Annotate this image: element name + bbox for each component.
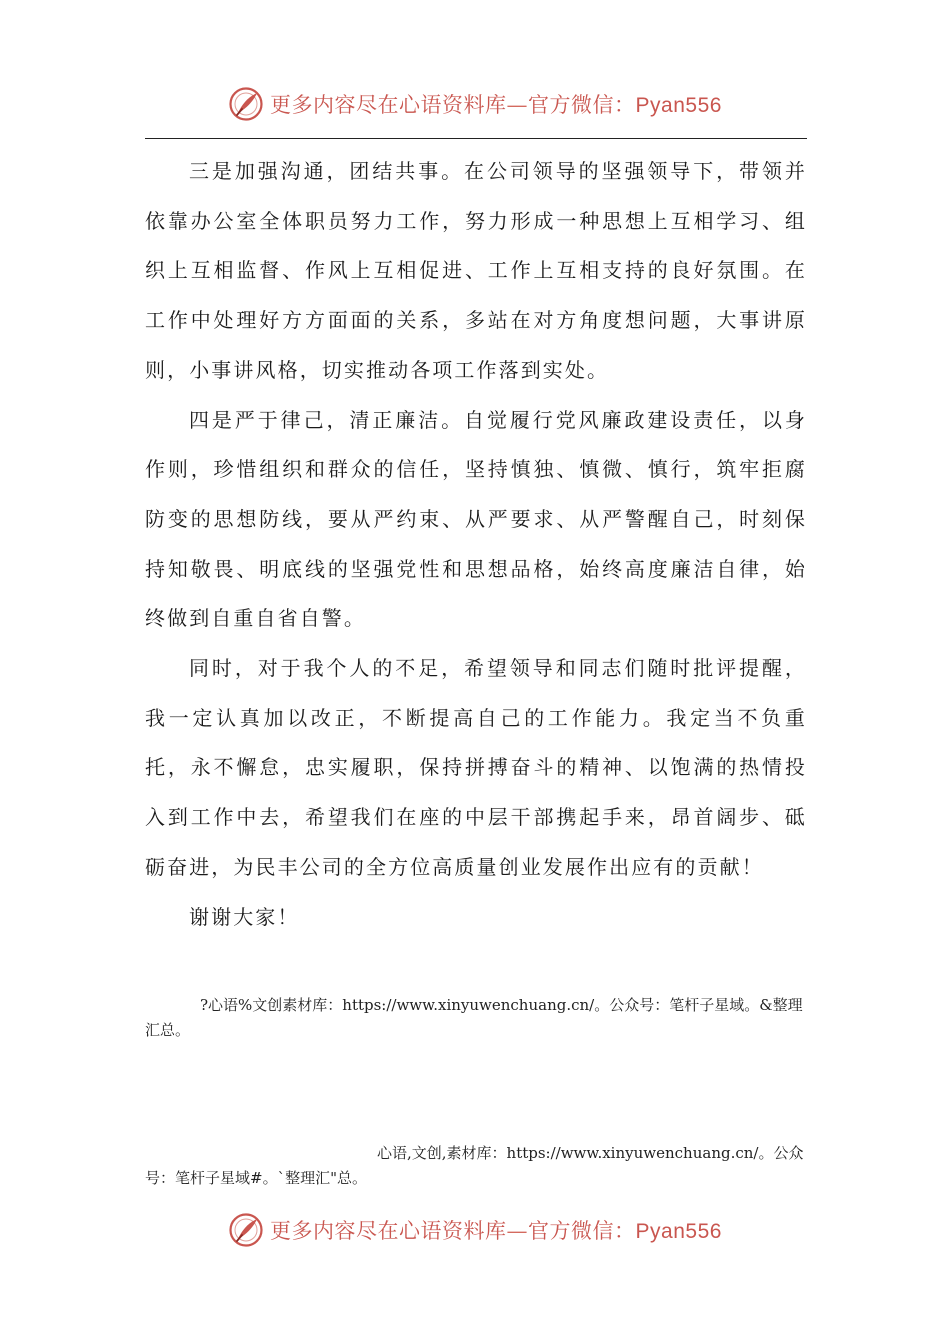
source-note-2: 心语,文创,素材库：https://www.xinyuwenchuang.cn/。公众号：笔杆子星域#。`整理汇"总。 (145, 1144, 804, 1187)
banner-dash: — (506, 1219, 529, 1243)
banner-main-text: 更多内容尽在心语资料库 (270, 1219, 507, 1243)
banner-main-text: 更多内容尽在心语资料库 (270, 93, 507, 117)
banner-official-text: 官方微信： (528, 1219, 636, 1243)
header-divider (145, 138, 807, 139)
banner-wechat-id: Pyan556 (635, 94, 722, 117)
footer-banner-text (270, 1215, 722, 1245)
banner-official-text: 官方微信： (528, 93, 636, 117)
quill-logo-icon (228, 1212, 264, 1248)
paragraph-thanks: 谢谢大家！ (189, 904, 300, 929)
banner-wechat-id: Pyan556 (635, 1220, 722, 1243)
banner-dash: — (506, 93, 529, 117)
paragraph-commitment: 同时，对于我个人的不足，希望领导和同志们随时批评提醒，我一定认真加以改正，不断提高自己的工作能力。我定当不负重托，永不懈怠，忠实履职，保持拼搏奋斗的精神、以饱满的热情投入到工作中去，希望我们在座的中层干部携起手来，昂首阔步、砥砺奋进，为民丰公司的全方位高质量创业发展作出应有的贡献！ (145, 656, 807, 879)
footer-banner (0, 1208, 950, 1252)
header-banner-text (270, 89, 722, 119)
paragraph-self-discipline: 四是严于律己，清正廉洁。自觉履行党风廉政建设责任，以身作则，珍惜组织和群众的信任，坚持慎独、慎微、慎行，筑牢拒腐防变的思想防线，要从严约束、从严要求、从严警醒自己，时刻保持知敬畏、明底线的坚强党性和思想品格，始终高度廉洁自律，始终做到自重自省自警。 (145, 407, 807, 631)
quill-logo-icon (228, 86, 264, 122)
document-body (145, 147, 807, 942)
paragraph-communication: 三是加强沟通，团结共事。在公司领导的坚强领导下，带领并依靠办公室全体职员努力工作，努力形成一种思想上互相学习、组织上互相监督、作风上互相促进、工作上互相支持的良好氛围。在工作中处理好方方面面的关系，多站在对方角度想问题，大事讲原则，小事讲风格，切实推动各项工作落到实处。 (145, 159, 807, 382)
header-banner (0, 82, 950, 126)
source-note-1: ?心语%文创素材库：https://www.xinyuwenchuang.cn/。公众号：笔杆子星域。&整理汇总。 (145, 996, 803, 1039)
